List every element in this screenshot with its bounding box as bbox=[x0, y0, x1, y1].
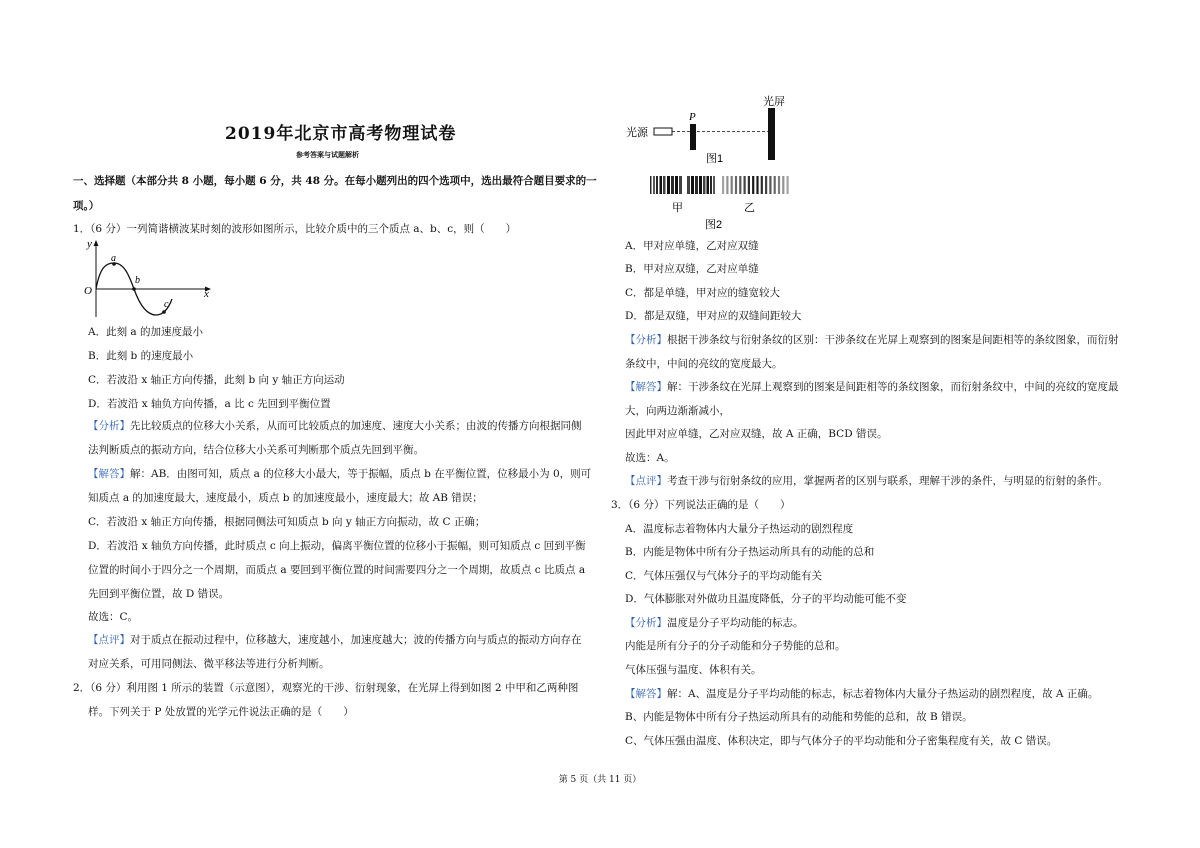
point-a-label: a bbox=[111, 253, 116, 264]
analysis-tag: 【分析】 bbox=[625, 334, 667, 346]
q3-analysis-line2: 内能是所有分子的分子动能和分子势能的总和。 bbox=[625, 640, 846, 652]
fringe-stripe bbox=[650, 176, 652, 194]
comment-tag: 【点评】 bbox=[88, 634, 130, 646]
page-footer: 第 5 页（共 11 页） bbox=[558, 775, 642, 785]
q2-answer-line4: 故选：A。 bbox=[625, 452, 675, 464]
q2-analysis-line1: 【分析】根据干涉条纹与衍射条纹的区别：干涉条纹在光屏上观察到的图案是间距相等的条纹图象，而衍射 bbox=[625, 334, 1119, 346]
fringe-stripe bbox=[707, 176, 710, 194]
q3-stem: 3．（6 分）下列说法正确的是（ ） bbox=[611, 499, 791, 511]
q2-stem-line2: 样。下列关于 P 处放置的光学元件说法正确的是（ ） bbox=[88, 706, 354, 718]
q1-answer-line1: 【解答】解：AB．由图可知，质点 a 的位移大小最大，等于振幅，质点 b 在平衡位置，位移最小为 0，则可 bbox=[88, 468, 592, 480]
fringe-stripe bbox=[778, 176, 780, 194]
q2-comment: 【点评】考查干涉与衍射条纹的应用，掌握两者的区别与联系，理解干涉的条件，与明显的衍射的条件。 bbox=[625, 475, 1108, 487]
fringe-stripe bbox=[713, 176, 715, 194]
q1-answer-line2: 知质点 a 的加速度最大，速度最小，质点 b 的加速度最小，速度最大；故 AB 错误； bbox=[88, 492, 483, 504]
fringe-stripe bbox=[660, 176, 663, 194]
fringe-stripe bbox=[699, 176, 702, 194]
fringe-stripe bbox=[675, 176, 678, 194]
q3-option-d: D．气体膨胀对外做功且温度降低，分子的平均动能可能不变 bbox=[625, 593, 907, 605]
fringe-stripe bbox=[663, 176, 666, 194]
fringe-stripe bbox=[726, 176, 728, 194]
fringe-stripe bbox=[656, 176, 658, 194]
q3-option-c: C．气体压强仅与气体分子的平均动能有关 bbox=[625, 570, 823, 582]
q1-answer-line3: C．若波沿 x 轴正方向传播，根据同侧法可知质点 b 向 y 轴正方向振动，故 C 正确； bbox=[88, 516, 486, 528]
fringe-stripe bbox=[722, 176, 724, 194]
fringe-stripe bbox=[731, 176, 733, 194]
q3-option-b: B．内能是物体中所有分子热运动所具有的动能的总和 bbox=[625, 546, 875, 558]
fringe-stripe bbox=[774, 176, 776, 194]
q2-answer-line2: 大，向两边渐渐减小， bbox=[625, 405, 730, 417]
fringe-stripe bbox=[739, 176, 741, 194]
axis-x-label: x bbox=[204, 288, 209, 300]
q1-option-d: D．若波沿 x 轴负方向传播，a 比 c 先回到平衡位置 bbox=[88, 398, 331, 410]
fringe-stripe bbox=[744, 176, 746, 194]
q1-option-b: B．此刻 b 的速度最小 bbox=[88, 350, 194, 362]
origin-label: O bbox=[84, 285, 92, 297]
q3-answer-line3: C、气体压强由温度、体积决定，即与气体分子的平均动能和分子密集程度有关，故 C 错误。 bbox=[625, 735, 1058, 747]
p-label: P bbox=[689, 111, 696, 123]
q2-option-b: B．甲对应双缝，乙对应单缝 bbox=[625, 263, 759, 275]
page-subtitle: 参考答案与试题解析 bbox=[296, 150, 359, 159]
q1-stem: 1．（6 分）一列简谐横波某时刻的波形如图所示，比较介质中的三个质点 a、b、c，则（ ） bbox=[73, 223, 517, 235]
q1-answer-line7: 故选：C。 bbox=[88, 611, 139, 623]
fringe-stripe bbox=[765, 176, 767, 194]
section-heading-line1: 一、选择题（本部分共 8 小题，每小题 6 分，共 48 分。在每小题列出的四个选项中，选出最符合题目要求的一 bbox=[73, 175, 597, 187]
fringe-stripe bbox=[756, 176, 758, 194]
q1-option-a: A．此刻 a 的加速度最小 bbox=[88, 326, 204, 338]
answer-tag: 【解答】 bbox=[625, 688, 667, 700]
light-source-label: 光源 bbox=[626, 127, 648, 139]
q3-answer-line2: B、内能是物体中所有分子热运动所具有的动能和势能的总和，故 B 错误。 bbox=[625, 711, 973, 723]
comment-tag: 【点评】 bbox=[625, 475, 667, 487]
q1-answer-line5: 位置的时间小于四分之一个周期，而质点 a 要回到平衡位置的时间需要四分之一个周期，故质点 c 比质点 a bbox=[88, 564, 586, 576]
q1-analysis-line1: 【分析】先比较质点的位移大小关系，从而可比较质点的加速度、速度大小关系；由波的传播方向根据同侧 bbox=[88, 420, 582, 432]
q2-analysis-line2: 条纹中，中间的亮纹的宽度最大。 bbox=[625, 358, 783, 370]
analysis-tag: 【分析】 bbox=[625, 617, 667, 629]
fringe-stripe bbox=[687, 176, 690, 194]
fig2-label: 图2 bbox=[705, 219, 723, 231]
point-b-label: b bbox=[135, 275, 140, 286]
fringe-stripe bbox=[752, 176, 754, 194]
fringe-pattern-jia bbox=[650, 176, 715, 194]
fringe-stripe bbox=[695, 176, 698, 194]
q1-analysis-line2: 法判断质点的振动方向，结合位移大小关系可判断那个质点先回到平衡。 bbox=[88, 444, 424, 456]
fringe-stripe bbox=[787, 176, 789, 194]
fringe-pattern-yi bbox=[722, 176, 789, 194]
jia-label: 甲 bbox=[672, 202, 683, 214]
q2-answer-line1: 【解答】解：干涉条纹在光屏上观察到的图案是间距相等的条纹图象，而衍射条纹中，中间的亮纹的宽度最 bbox=[625, 381, 1119, 393]
screen-label: 光屏 bbox=[763, 96, 785, 108]
q2-option-c: C．都是单缝，甲对应的缝宽较大 bbox=[625, 287, 781, 299]
answer-tag: 【解答】 bbox=[88, 468, 130, 480]
section-heading-line2: 项。） bbox=[73, 200, 100, 212]
q2-option-a: A．甲对应单缝，乙对应双缝 bbox=[625, 240, 759, 252]
page-title: 2019年北京市高考物理试卷 bbox=[225, 124, 457, 144]
fringe-stripe bbox=[671, 176, 674, 194]
fringe-stripe bbox=[761, 176, 763, 194]
fringe-stripe bbox=[769, 176, 771, 194]
optics-figure bbox=[620, 90, 800, 234]
q1-option-c: C．若波沿 x 轴正方向传播，此刻 b 向 y 轴正方向运动 bbox=[88, 374, 345, 386]
fringe-stripe bbox=[667, 176, 670, 194]
q1-wave-figure bbox=[84, 237, 214, 319]
q2-stem-line1: 2．（6 分）利用图 1 所示的装置（示意图），观察光的干涉、衍射现象，在光屏上得到如图 2 中甲和乙两种图 bbox=[73, 682, 579, 694]
fig1-label: 图1 bbox=[706, 153, 724, 165]
fringe-stripe bbox=[735, 176, 737, 194]
q1-answer-line4: D．若波沿 x 轴负方向传播，此时质点 c 向上振动，偏离平衡位置的位移小于振幅，则可知质点 c 回到平衡 bbox=[88, 540, 586, 552]
fringe-stripe bbox=[782, 176, 784, 194]
fringe-stripe bbox=[691, 176, 694, 194]
fringe-stripe bbox=[703, 176, 706, 194]
q3-analysis-line3: 气体压强与温度、体积有关。 bbox=[625, 664, 762, 676]
q1-comment-line1: 【点评】对于质点在振动过程中，位移越大，速度越小，加速度越大；波的传播方向与质点的振动方向存在 bbox=[88, 634, 582, 646]
yi-label: 乙 bbox=[744, 202, 755, 214]
q3-answer-line1: 【解答】解：A、温度是分子平均动能的标志，标志着物体内大量分子热运动的剧烈程度，故 A 正确。 bbox=[625, 688, 1099, 700]
axis-y-label: y bbox=[87, 238, 92, 250]
analysis-tag: 【分析】 bbox=[88, 420, 130, 432]
q1-answer-line6: 先回到平衡位置，故 D 错误。 bbox=[88, 588, 230, 600]
fringe-stripe bbox=[653, 176, 655, 194]
fringe-stripe bbox=[748, 176, 750, 194]
fringe-stripe bbox=[710, 176, 712, 194]
q3-analysis-line1: 【分析】温度是分子平均动能的标志。 bbox=[625, 617, 804, 629]
q1-comment-line2: 对应关系，可用同侧法、微平移法等进行分析判断。 bbox=[88, 658, 330, 670]
answer-tag: 【解答】 bbox=[625, 381, 667, 393]
q3-option-a: A．温度标志着物体内大量分子热运动的剧烈程度 bbox=[625, 523, 854, 535]
q2-option-d: D．都是双缝，甲对应的双缝间距较大 bbox=[625, 310, 802, 322]
q2-answer-line3: 因此甲对应单缝，乙对应双缝，故 A 正确，BCD 错误。 bbox=[625, 428, 888, 440]
point-c-label: c bbox=[164, 299, 169, 310]
fringe-stripe bbox=[679, 176, 682, 194]
